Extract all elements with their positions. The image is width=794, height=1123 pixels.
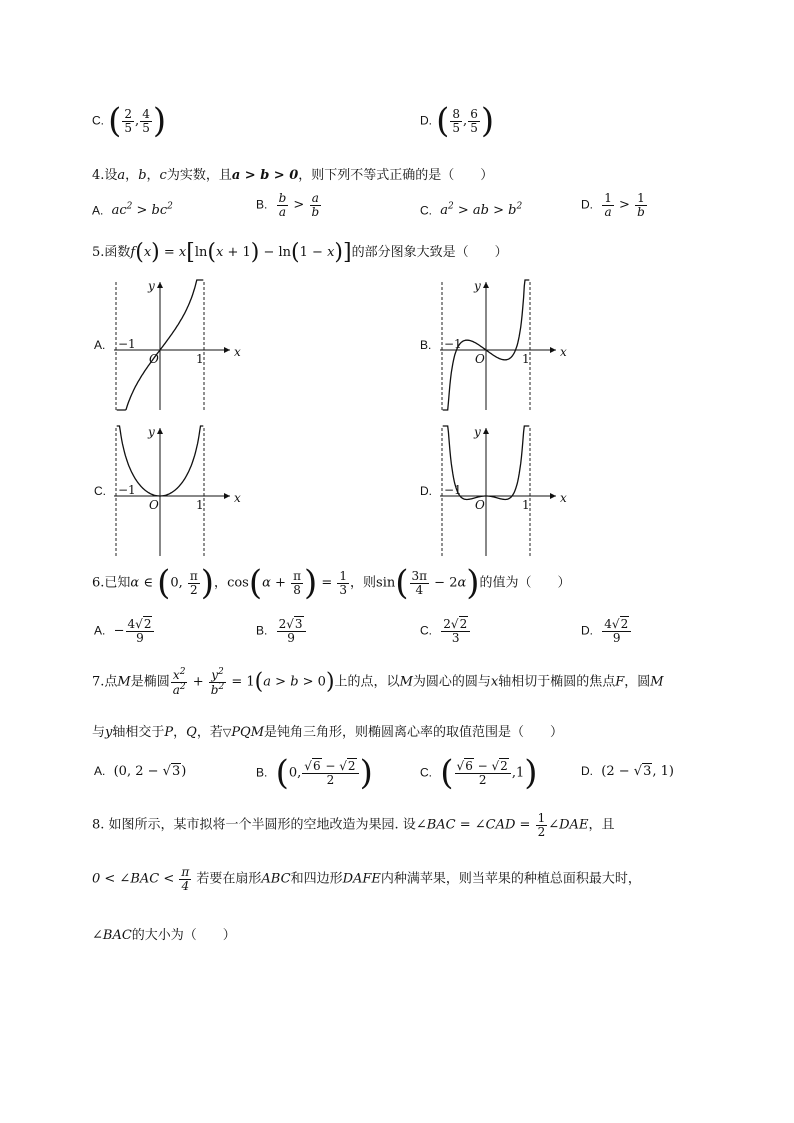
q6-stem: 6.已知α ∈ (0, $\frac{\pi}{2}$ )，cos(α + $\frac{\pi}{8}$ ) = $\frac{1}{3}$ ，则sin( $\frac{3\pi}{4}$ − 2α)的值为（ ）: [92, 563, 571, 603]
y-axis-arrow: [483, 428, 489, 434]
graph-d: [434, 422, 574, 558]
tick-label-neg1: −1: [444, 337, 462, 351]
option-label: A.: [94, 623, 106, 638]
graph-c-label: C.: [94, 484, 106, 498]
q3-option-c: C. ( $\frac{2}{5}$ , $\frac{4}{5}$ ): [92, 101, 167, 141]
y-axis-arrow: [157, 428, 163, 434]
q6-option-c: C. $\frac{2√2}{3}$: [420, 618, 471, 644]
graph-b-label: B.: [420, 338, 432, 352]
q7-option-b: B. (0, $\frac{√6 - √2}{2}$ ): [256, 753, 373, 793]
fraction-den: 5: [142, 120, 150, 135]
graph-a: [108, 276, 248, 412]
x-axis-label: x: [560, 491, 567, 505]
fraction-num: 2: [124, 106, 133, 121]
tick-label-pos1: 1: [522, 352, 530, 366]
option-label: B.: [256, 765, 268, 780]
origin-label: O: [475, 498, 485, 512]
q4-option-b: B. $\frac{b}{a}$ > $\frac{a}{b}$: [256, 191, 320, 219]
tick-label-neg1: −1: [444, 483, 462, 497]
option-label: D.: [581, 764, 593, 778]
option-label: D.: [420, 113, 432, 128]
graph-d-label: D.: [420, 484, 432, 498]
q7-stem-line1: 7.点M是椭圆 $\frac{x^2}{a^2}$ + $\frac{y^2}{b^2}$ = 1(a > b > 0)上的点，以M为圆心的圆与x轴相切于椭圆的焦点F，圆M: [92, 667, 664, 697]
option-label: A.: [94, 764, 106, 778]
x-axis-arrow: [550, 493, 556, 499]
option-label: B.: [256, 623, 268, 638]
tick-label-neg1: −1: [118, 483, 136, 497]
fraction-num: 4: [142, 106, 150, 121]
option-label: D.: [581, 623, 593, 638]
fraction-den: 5: [470, 120, 478, 135]
x-axis-arrow: [550, 347, 556, 353]
tick-label-pos1: 1: [522, 498, 530, 512]
tick-label-neg1: −1: [118, 337, 136, 351]
fraction-num: 8: [452, 106, 461, 121]
q7-option-d: D. (2 − √3, 1): [581, 764, 674, 779]
q4-option-c: C. $a^2$ > ab > $b^2$: [420, 202, 523, 219]
q7-stem-line2: 与y轴相交于P，Q，若▽PQM是钝角三角形，则椭圆离心率的取值范围是（ ）: [92, 725, 564, 740]
tick-label-pos1: 1: [196, 352, 204, 366]
y-axis-label: y: [148, 425, 155, 439]
fraction-den: 5: [452, 120, 461, 135]
q4-option-d: D. $\frac{1}{a}$ > $\frac{1}{b}$: [581, 191, 645, 219]
option-label: C.: [420, 203, 432, 218]
x-axis-label: x: [560, 345, 567, 359]
tick-label-pos1: 1: [196, 498, 204, 512]
x-axis-arrow: [224, 347, 230, 353]
x-axis-label: x: [234, 345, 241, 359]
origin-label: O: [149, 498, 159, 512]
origin-label: O: [149, 352, 159, 366]
q8-stem-line2: 0 < ∠BAC < $\frac{\pi}{4}$ 若要在扇形ABC和四边形DAFE内种满苹果，则当苹果的种植总面积最大时，: [92, 865, 641, 893]
q6-option-d: D. $\frac{4√2}{9}$: [581, 618, 632, 644]
q4-stem: 4.设a，b，c为实数，且a > b > 0，则下列不等式正确的是（ ）: [92, 168, 494, 183]
origin-label: O: [475, 352, 485, 366]
q7-option-c: C. ( $\frac{√6 - √2}{2}$ ,1): [420, 753, 538, 793]
x-axis-label: x: [234, 491, 241, 505]
q6-option-a: A. − $\frac{4√2}{9}$: [94, 618, 155, 644]
q6-option-b: B. $\frac{2√3}{9}$: [256, 618, 307, 644]
y-axis-arrow: [483, 282, 489, 288]
graph-a-label: A.: [94, 338, 106, 352]
option-label: A.: [92, 203, 104, 218]
q7-option-a: A. (0, 2 − √3): [94, 764, 187, 779]
option-label: C.: [420, 623, 432, 638]
y-axis-label: y: [474, 279, 481, 293]
option-label: D.: [581, 197, 593, 212]
option-label: B.: [256, 197, 268, 212]
fraction-den: 5: [124, 120, 133, 135]
q3-option-d: D. ( $\frac{8}{5}$ , $\frac{6}{5}$ ): [420, 101, 495, 141]
y-axis-arrow: [157, 282, 163, 288]
triangle-symbol: ▽: [222, 726, 232, 739]
option-label: C.: [92, 113, 104, 128]
q5-stem: 5.函数f(x) = x[ln(x + 1) − ln(1 − x)]的部分图象大致是（ ）: [92, 240, 508, 265]
q8-stem-line3: ∠BAC的大小为（ ）: [92, 928, 236, 943]
graph-c: [108, 422, 248, 558]
option-label: C.: [420, 765, 432, 780]
q8-stem-line1: 8. 如图所示，某市拟将一个半圆形的空地改造为果园. 设∠BAC = ∠CAD = $\frac{1}{2}$ ∠DAE，且: [92, 811, 615, 839]
y-axis-label: y: [148, 279, 155, 293]
y-axis-label: y: [474, 425, 481, 439]
x-axis-arrow: [224, 493, 230, 499]
graph-b: [434, 276, 574, 412]
function-expression: f: [130, 245, 136, 260]
fraction-num: 6: [470, 106, 478, 121]
q4-option-a: A. $ac^2 > bc^2$: [92, 202, 173, 219]
